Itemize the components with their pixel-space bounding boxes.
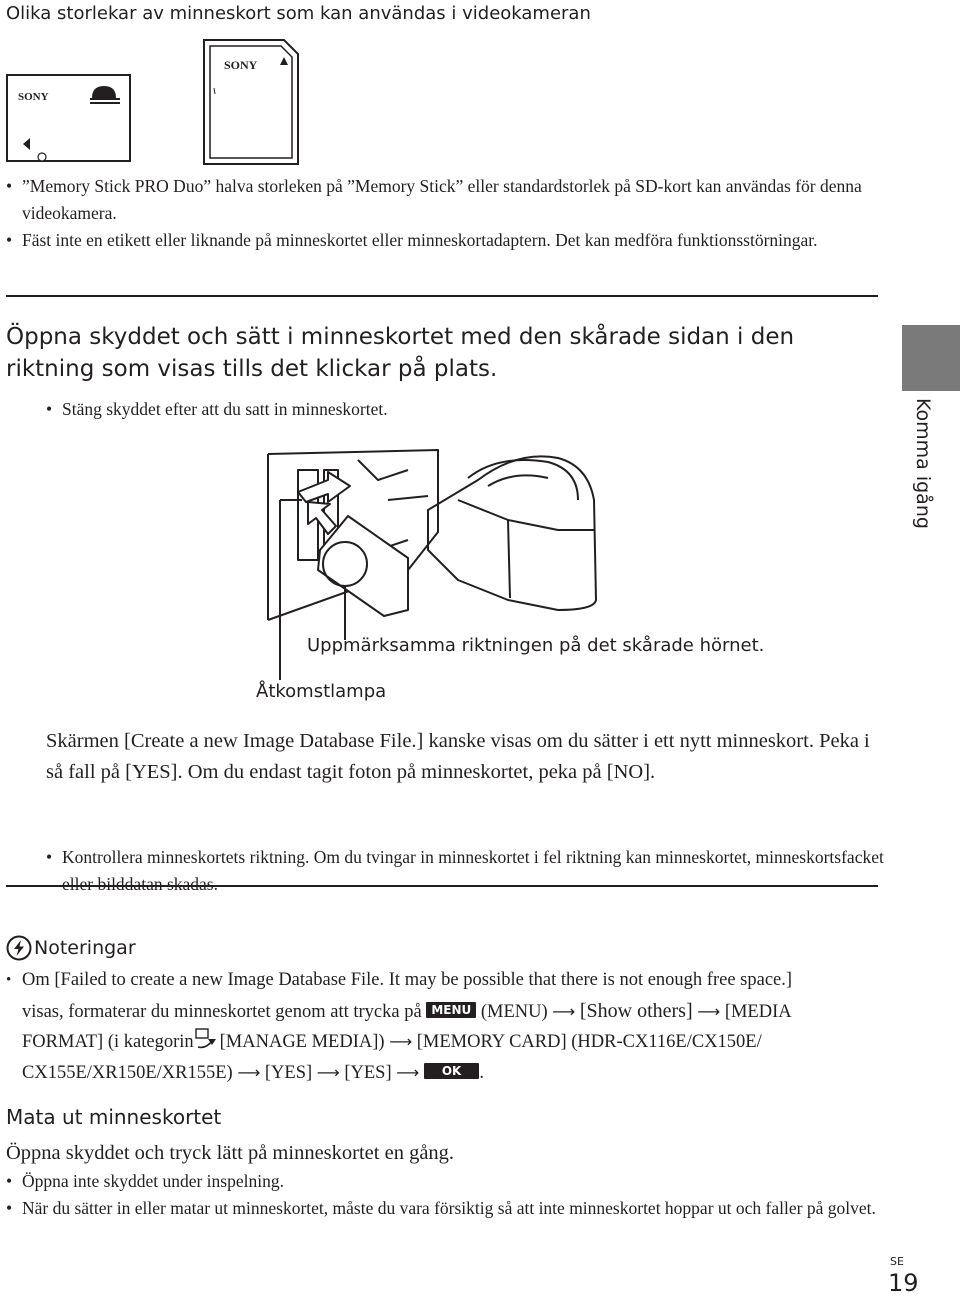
step-bullet: • Stäng skyddet efter att du satt in minneskortet. (46, 399, 388, 419)
intro-bullet-list (6, 173, 876, 254)
list-item: • Fäst inte en etikett eller liknande på minneskortet eller minneskortadaptern. Det kan medföra funktionsstörningar. (6, 230, 818, 250)
list-item: • När du sätter in eller matar ut minneskortet, måste du vara försiktig så att inte minneskortet hoppar ut och faller på golvet. (6, 1198, 876, 1218)
ok-button-icon: OK (424, 1063, 480, 1079)
side-tab-marker (902, 325, 960, 391)
menu-button-icon: MENU (426, 1002, 476, 1018)
ms-brand-text: SONY (18, 91, 49, 103)
arrow-right-icon: ⟶ (316, 1062, 340, 1082)
arrow-right-icon: ⟶ (396, 1062, 420, 1082)
arrow-right-icon: ⟶ (389, 1032, 413, 1051)
sd-brand-text: SONY (224, 58, 258, 72)
memory-stick-illustration (6, 74, 132, 164)
arrow-right-icon: ⟶ (237, 1062, 261, 1082)
list-item: • ”Memory Stick PRO Duo” halva storleken på ”Memory Stick” eller standardstorlek på SD-kort kan användas för denna videokamera. (6, 176, 862, 223)
page-number: 19 (888, 1269, 919, 1297)
sd-card-illustration (198, 38, 300, 166)
page-title: Olika storlekar av minneskort som kan användas i videokameran (6, 3, 591, 24)
manage-media-category-icon (194, 1027, 220, 1049)
notes-title: Noteringar (34, 937, 136, 959)
footer-language-code: SE (890, 1255, 904, 1268)
section-divider (6, 295, 878, 297)
eject-step: Öppna skyddet och tryck lätt på minneskortet en gång. (6, 1142, 455, 1164)
database-bullet: • Kontrollera minneskortets riktning. Om du tvingar in minneskortet i fel riktning kan minneskortet, minneskortsfacket eller bilddatan skadas. (46, 847, 884, 894)
eject-heading: Mata ut minneskortet (6, 1105, 222, 1129)
callout-notched-corner: Uppmärksamma riktningen på det skårade hörnet. (307, 635, 765, 656)
callout-access-lamp: Åtkomstlampa (256, 681, 387, 702)
push-arrow-icon (308, 502, 336, 534)
database-paragraph: Skärmen [Create a new Image Database File.] kanske visas om du sätter i ett nytt minneskort. Peka i så fall på [YES]. Om du endast tagit foton på minneskortet, peka på [NO]. (46, 730, 870, 783)
notes-bullet: • Om [Failed to create a new Image Database File. It may be possible that there is not enough free space.] visas, formaterar du minneskortet genom att trycka på MENU (MENU) ⟶ [Show others] ⟶ [MEDIA FORMAT] (i kategorin [MANAGE MEDIA]) ⟶ [MEMORY CARD] (HDR-CX116E/CX150E/ CX155E/XR150E/XR155E) ⟶ [YES] ⟶ [YES] ⟶ OK . (6, 970, 793, 1083)
arrow-right-icon: ⟶ (697, 1001, 721, 1021)
eject-bullet-list (6, 1168, 876, 1222)
section-divider (6, 885, 878, 887)
arrow-right-icon: ⟶ (552, 1001, 576, 1021)
side-tab-label: Komma igång (912, 398, 934, 529)
list-item: • Öppna inte skyddet under inspelning. (6, 1171, 284, 1191)
warning-icon (6, 935, 32, 961)
step-heading: Öppna skyddet och sätt i minneskortet med den skårade sidan i den riktning som visas tills det klickar på plats. (6, 324, 795, 382)
